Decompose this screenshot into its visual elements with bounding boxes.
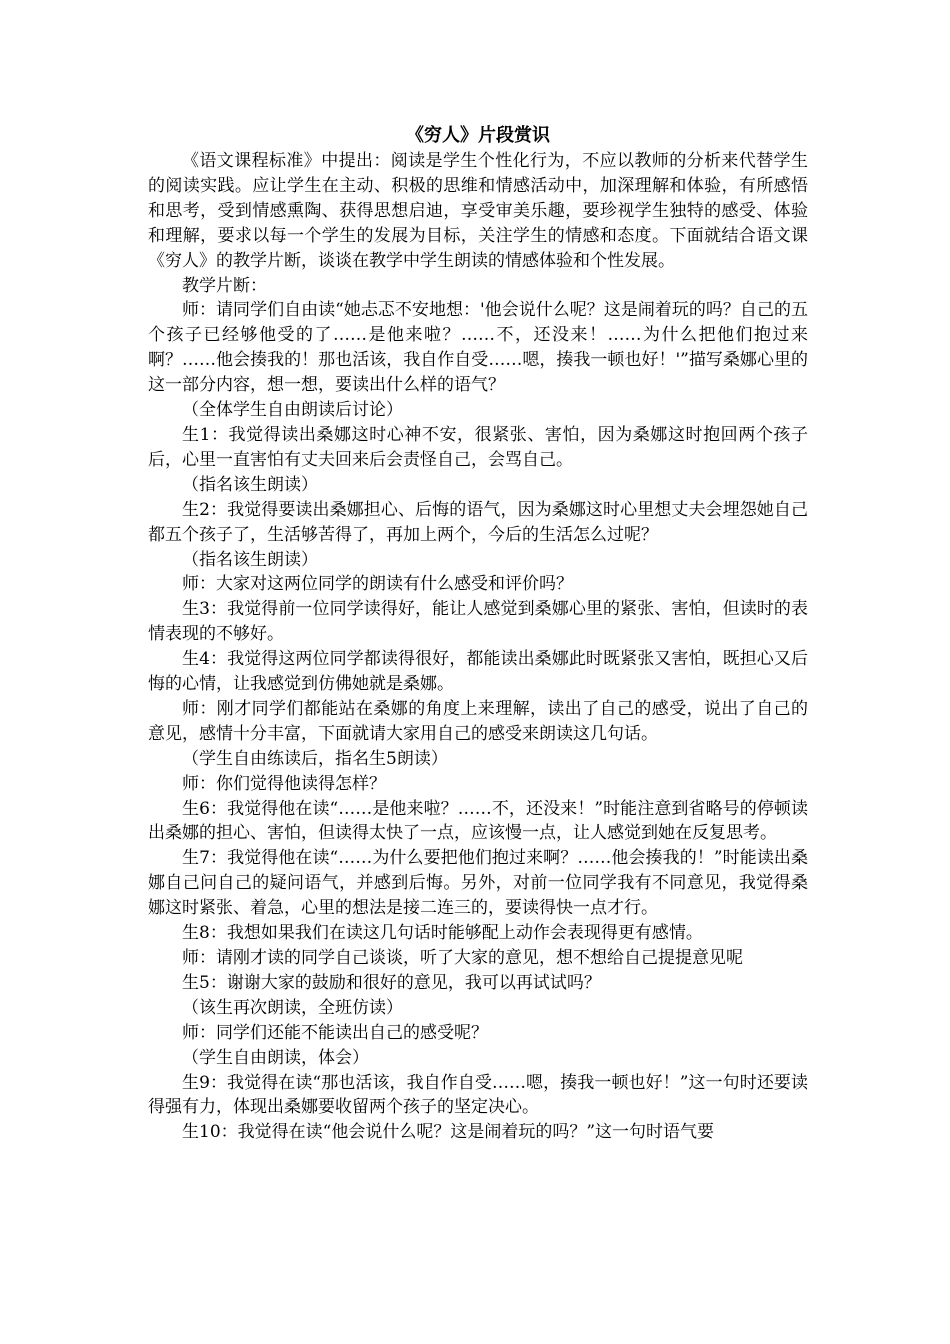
student-line: 生7：我觉得他在读“……为什么要把他们抱过来啊？……他会揍我的！”时能读出桑娜自己问自己的疑问语气，并感到后悔。另外，对前一位同学我有不同意见，我觉得桑娜这时紧张、着急，心里的想法是接二连三的，要读得快一点才行。: [148, 848, 808, 919]
section-heading: 教学片断：: [182, 275, 267, 296]
student-line: 生1：我觉得读出桑娜这时心神不安，很紧张、害怕，因为桑娜这时抱回两个孩子后，心里一直害怕有丈夫回来后会责怪自己，会骂自己。: [148, 424, 808, 470]
student-line: 生4：我觉得这两位同学都读得很好，都能读出桑娜此时既紧张又害怕，既担心又后悔的心情，让我感觉到仿佛她就是桑娜。: [148, 649, 808, 695]
teacher-line: 师：请同学们自由读“她忐忑不安地想：'他会说什么呢？这是闹着玩的吗？自己的五个孩子已经够他受的了……是他来啦？……不，还没来！……为什么把他们抱过来啊？……他会揍我的！那也活该，我自作自受……嗯，揍我一顿也好！'”描写桑娜心里的这一部分内容，想一想，要读出什么样的语气？: [148, 300, 808, 396]
stage-note: （学生自由朗读，体会）: [182, 1047, 369, 1068]
stage-note: （指名该生朗读）: [182, 549, 318, 570]
teacher-line: 师：同学们还能不能读出自己的感受呢？: [182, 1022, 488, 1043]
student-line: 生9：我觉得在读“那也活该，我自作自受……嗯，揍我一顿也好！”这一句时还要读得强有力，体现出桑娜要收留两个孩子的坚定决心。: [148, 1072, 808, 1118]
teacher-line: 师：你们觉得他读得怎样？: [182, 773, 386, 794]
stage-note: （学生自由练读后，指名生5朗读）: [182, 748, 448, 769]
teacher-line: 师：刚才同学们都能站在桑娜的角度上来理解，读出了自己的感受，说出了自己的意见，感情十分丰富，下面就请大家用自己的感受来朗读这几句话。: [148, 698, 808, 744]
intro-paragraph: 《语文课程标准》中提出：阅读是学生个性化行为，不应以教师的分析来代替学生的阅读实践。应让学生在主动、积极的思维和情感活动中，加深理解和体验，有所感悟和思考，受到情感熏陶、获得思想启迪，享受审美乐趣，要珍视学生独特的感受、体验和理解，要求以每一个学生的发展为目标，关注学生的情感和态度。下面就结合语文课《穷人》的教学片断，谈谈在教学中学生朗读的情感体验和个性发展。: [148, 151, 808, 271]
stage-note: （指名该生朗读）: [182, 474, 318, 495]
teacher-line: 师：大家对这两位同学的朗读有什么感受和评价吗？: [182, 574, 573, 595]
student-line: 生10：我觉得在读“他会说什么呢？这是闹着玩的吗？”这一句时语气要: [182, 1122, 715, 1143]
student-line: 生5：谢谢大家的鼓励和很好的意见，我可以再试试吗？: [182, 972, 601, 993]
student-line: 生8：我想如果我们在读这几句话时能够配上动作会表现得更有感情。: [182, 923, 703, 944]
document-body: [148, 149, 808, 1145]
document-title: 《穷人》片段赏识: [406, 125, 550, 146]
document-page: [148, 124, 808, 1145]
teacher-line: 师：请刚才读的同学自己谈谈，听了大家的意见，想不想给自己提提意见呢: [182, 948, 743, 968]
stage-note: （全体学生自由朗读后讨论）: [182, 400, 403, 421]
student-line: 生2：我觉得要读出桑娜担心、后悔的语气，因为桑娜这时心里想丈夫会埋怨她自己都五个孩子了，生活够苦得了，再加上两个，今后的生活怎么过呢？: [148, 499, 808, 545]
student-line: 生6：我觉得他在读“……是他来啦？……不，还没来！”时能注意到省略号的停顿读出桑娜的担心、害怕，但读得太快了一点，应该慢一点，让人感觉到她在反复思考。: [148, 798, 808, 844]
stage-note: （该生再次朗读，全班仿读）: [182, 997, 403, 1018]
student-line: 生3：我觉得前一位同学读得好，能让人感觉到桑娜心里的紧张、害怕，但读时的表情表现的不够好。: [148, 599, 808, 645]
